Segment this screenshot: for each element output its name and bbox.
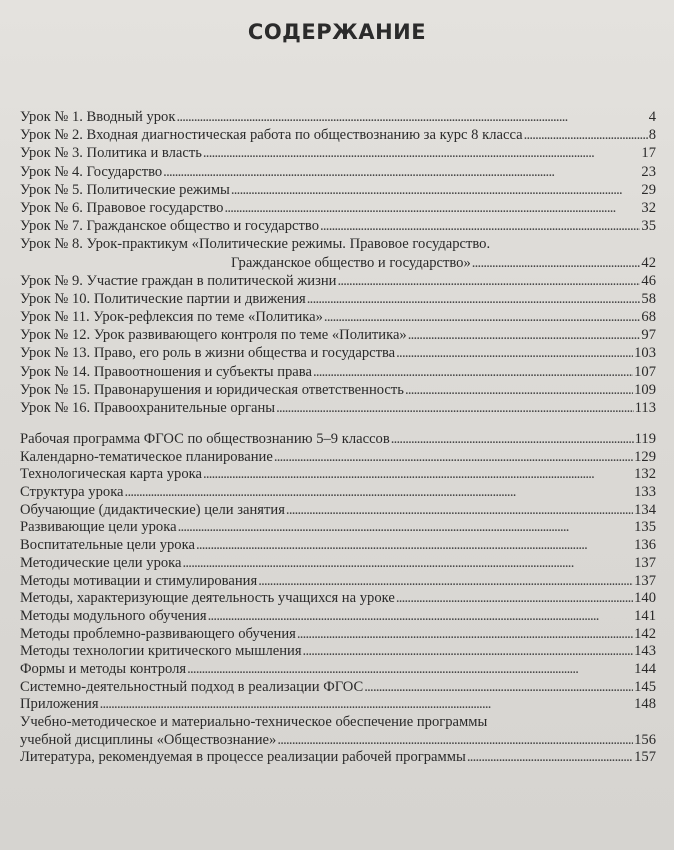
page-number: 113	[634, 400, 656, 416]
toc-entry-text: Урок № 5. Политические режимы	[20, 181, 230, 198]
toc-entry	[20, 661, 656, 679]
toc-entry-text: Урок № 6. Правовое государство	[20, 199, 224, 216]
page-number: 35	[641, 218, 656, 235]
dot-leader	[178, 519, 634, 537]
toc-entry-text: Урок № 14. Правоотношения и субъекты права	[20, 363, 312, 380]
page-number: 137	[634, 572, 656, 589]
toc-entry	[20, 363, 656, 381]
page-number: 58	[641, 290, 656, 307]
toc-entry-text: Урок № 15. Правонарушения и юридическая ответственность	[20, 381, 404, 398]
dot-leader	[337, 272, 640, 290]
page-number: 137	[634, 554, 656, 571]
dot-leader	[224, 199, 640, 217]
toc-entry-text: Календарно-тематическое планирование	[20, 448, 273, 465]
toc-entry	[20, 126, 656, 144]
dot-leader	[303, 643, 634, 661]
toc-entry-text: Урок № 10. Политические партии и движения	[20, 290, 306, 307]
page-number: 4	[648, 109, 656, 125]
toc-entry	[20, 199, 656, 217]
page-number: 132	[634, 466, 656, 483]
page-number: 144	[634, 660, 656, 677]
toc-entry	[20, 590, 656, 608]
page-number: 107	[634, 363, 656, 380]
dot-leader	[183, 555, 634, 573]
dot-leader	[276, 399, 634, 417]
dot-leader	[208, 608, 633, 626]
toc-entry-text: Урок № 7. Гражданское общество и государство	[20, 218, 319, 235]
dot-leader	[231, 181, 641, 199]
page-number: 46	[641, 272, 656, 289]
toc-entry	[20, 679, 656, 697]
toc-entry	[20, 308, 656, 326]
dot-leader	[187, 661, 633, 679]
toc-entry	[20, 555, 656, 573]
dot-leader	[320, 217, 640, 235]
toc-entry	[20, 696, 656, 714]
toc-entry	[20, 431, 656, 449]
toc-entry-text: Развивающие цели урока	[20, 519, 177, 536]
toc-entry-text: Урок № 8. Урок-практикум «Политические режимы. Правовое государство.	[20, 236, 491, 253]
page-number: 32	[641, 199, 656, 216]
page-number: 142	[634, 625, 656, 642]
toc-entry	[20, 108, 656, 126]
toc-entry	[20, 626, 656, 644]
dot-leader	[203, 466, 633, 484]
page-number: 109	[634, 381, 656, 398]
dot-leader	[405, 381, 633, 399]
dot-leader	[391, 431, 634, 449]
toc-entry	[20, 643, 656, 661]
toc-entry	[20, 519, 656, 537]
dot-leader	[324, 308, 640, 326]
page-number: 129	[634, 448, 656, 465]
toc-entry-text: Урок № 4. Государство	[20, 163, 163, 180]
toc-entry	[20, 573, 656, 591]
toc-entry-text: Урок № 2. Входная диагностическая работа по обществознанию за курс 8 класса	[20, 127, 523, 144]
dot-leader	[297, 626, 633, 644]
toc-entry	[20, 381, 656, 399]
dot-leader	[524, 126, 648, 144]
toc-entry	[20, 466, 656, 484]
toc-entry	[20, 732, 656, 750]
toc-entry	[20, 181, 656, 199]
page-number: 143	[634, 643, 656, 660]
toc-entry-text: Гражданское общество и государство»	[231, 254, 471, 271]
page-number: 119	[634, 431, 656, 447]
dot-leader	[274, 449, 633, 467]
page-number: 29	[641, 181, 656, 198]
toc-entry-text: Рабочая программа ФГОС по обществознанию 5–9 классов	[20, 431, 390, 447]
dot-leader	[396, 590, 633, 608]
toc-entry	[20, 749, 656, 767]
dot-leader	[396, 344, 633, 362]
toc-entry-line	[20, 714, 656, 732]
page-number: 157	[634, 749, 656, 766]
dot-leader	[125, 484, 634, 502]
toc-entry-text: Системно-деятельностный подход в реализации ФГОС	[20, 678, 364, 695]
toc-entry-text: Урок № 1. Вводный урок	[20, 109, 176, 125]
dot-leader	[203, 144, 641, 162]
toc-entry	[20, 502, 656, 520]
page-number: 145	[634, 678, 656, 695]
toc-entry	[20, 484, 656, 502]
page-number: 23	[641, 163, 656, 180]
toc-entry	[20, 537, 656, 555]
dot-leader	[307, 290, 641, 308]
toc-entry-text: Методы модульного обучения	[20, 607, 207, 624]
dot-leader	[472, 254, 641, 272]
page-number: 97	[641, 327, 656, 344]
toc-entry-text: учебной дисциплины «Обществознание»	[20, 731, 277, 748]
page-number: 8	[648, 127, 656, 144]
toc-entry-text: Обучающие (дидактические) цели занятия	[20, 501, 285, 518]
toc-entry	[20, 326, 656, 344]
page-number: 156	[634, 731, 656, 748]
page-number: 148	[634, 696, 656, 713]
toc-entry-text: Урок № 9. Участие граждан в политической жизни	[20, 272, 337, 289]
toc-entry	[20, 217, 656, 235]
page-number: 141	[634, 607, 656, 624]
dot-leader	[163, 163, 640, 181]
dot-leader	[313, 363, 633, 381]
toc-entry-text: Методы, характеризующие деятельность учащихся на уроке	[20, 590, 395, 607]
page-number: 17	[641, 145, 656, 162]
toc-entry	[20, 272, 656, 290]
toc-entry	[20, 254, 656, 272]
dot-leader	[364, 679, 633, 697]
toc-entry-text: Урок № 13. Право, его роль в жизни общества и государства	[20, 345, 396, 362]
lessons-list	[20, 108, 656, 417]
page-number: 42	[641, 254, 656, 271]
page-number: 133	[634, 484, 656, 501]
toc-entry-text: Воспитательные цели урока	[20, 537, 195, 554]
toc-entry-text: Методы мотивации и стимулирования	[20, 572, 258, 589]
toc-entry-text: Формы и методы контроля	[20, 660, 187, 677]
toc-entry	[20, 399, 656, 417]
toc-entry-text: Методы проблемно-развивающего обучения	[20, 625, 296, 642]
toc-entry-text: Приложения	[20, 696, 99, 713]
page-number: 140	[634, 590, 656, 607]
toc-entry	[20, 344, 656, 362]
page-title: СОДЕРЖАНИЕ	[247, 20, 427, 44]
toc-entry	[20, 290, 656, 308]
dot-leader	[196, 537, 633, 555]
toc-entry	[20, 144, 656, 162]
toc-entry-text: Методы технологии критического мышления	[20, 643, 302, 660]
toc-entry	[20, 449, 656, 467]
toc-entry-text: Урок № 11. Урок-рефлексия по теме «Политика»	[20, 309, 323, 326]
toc-entry	[20, 163, 656, 181]
toc-entry-text: Технологическая карта урока	[20, 466, 202, 483]
toc-entry-text: Урок № 16. Правоохранительные органы	[20, 400, 276, 416]
dot-leader	[100, 696, 634, 714]
page-number: 103	[634, 345, 656, 362]
toc-entry-line	[20, 235, 656, 253]
page-number: 68	[641, 309, 656, 326]
toc-entry	[20, 608, 656, 626]
toc-entry-text: Литература, рекомендуемая в процессе реализации рабочей программы	[20, 749, 466, 766]
toc-entry-text: Урок № 12. Урок развивающего контроля по теме «Политика»	[20, 327, 407, 344]
dot-leader	[286, 502, 633, 520]
toc-entry-text: Урок № 3. Политика и власть	[20, 145, 202, 162]
dot-leader	[467, 749, 633, 767]
dot-leader	[258, 573, 633, 591]
dot-leader	[408, 326, 641, 344]
page-number: 136	[634, 537, 656, 554]
toc-entry-text: Учебно-методическое и материально-техническое обеспечение программы	[20, 714, 488, 730]
toc-entry-text: Методические цели урока	[20, 554, 182, 571]
page-number: 135	[634, 519, 656, 536]
dot-leader	[176, 108, 647, 126]
dot-leader	[277, 732, 633, 750]
page-number: 134	[634, 501, 656, 518]
toc-entry-text: Структура урока	[20, 484, 124, 501]
appendix-list	[20, 431, 656, 767]
